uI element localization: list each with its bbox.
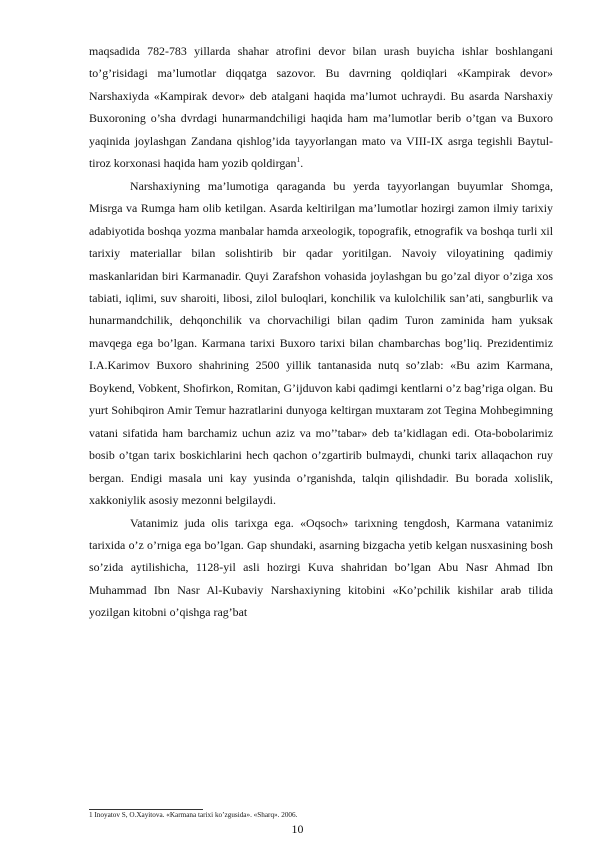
paragraph-2: Narshaxiyning ma’lumotiga qaraganda bu yerda tayyorlangan buyumlar Shomga, Misrga va Rumga ham olib ketilgan. Asarda keltirilgan ma’lumotlar hozirgi zamon ilmiy tarixiy adabiyotida boshqa yozma manbalar hamda arxeologik, topografik, etnografik va boshqa turli xil tarixiy materiallar bilan solishtirib bir qadar yoritilgan. Navoiy viloyatining qadimiy maskanlaridan biri Karmanadir. Quyi Zarafshon vohasida joylashgan bu go’zal diyor o’ziga xos tabiati, iqlimi, suv sharoiti, libosi, zilol buloqlari, konchilik va kulolchilik san’ati, sangburlik va hunarmandchilik, dehqonchilik va chorvachiligi bilan qadim Turon zaminida ham yuksak mavqega ega bo’lgan. Karmana tarixi Buxoro tarixi bilan chambarchas bog’liq. Prezidentimiz I.A.Karimov Buxoro shahrining 2500 yillik tantanasida nutq so’zlab: «Bu azim Karmana, Boykend, Vobkent, Shofirkon, Romitan, G’ijduvon kabi qadimgi kentlarni o’z bag’riga olgan. Bu yurt Sohibqiron Amir Temur hazratlarini dunyoga keltirgan muxtaram zot Tegina Mohbegimning vatani sifatida ham barchamiz uchun aziz va mo’’tabar» deb ta’kidlagan edi. Ota-bobolarimiz bosib o’tgan tarix boskichlarini hech qachon o’zgartirib bulmaydi, chunki tarix allaqachon ruy bergan. Endigi masala uni kay yusinda o’rganishda, talqin qilishdadir. Bu borada xolislik, xakkoniylik asosiy mezonni belgilaydi. bbox=[89, 178, 553, 508]
paragraph-1-tail: . bbox=[300, 156, 304, 171]
main-text bbox=[89, 40, 553, 624]
page-number: 10 bbox=[291, 822, 304, 836]
footnote: 1 Inoyatov S, O.Xayitova. «Karmana tarixi ko’zgusida». «Sharq». 2006. bbox=[89, 811, 298, 819]
paragraph-1-text: maqsadida 782-783 yillarda shahar atrofini devor bilan urash buyicha ishlar boshlangani to’g’risidagi ma’lumotlar diqqatga sazovor. Bu davrning qoldiqlari «Kampirak devor» Narshaxiyda «Kampirak devor» deb atalgani haqida ma’lumot uchraydi. Bu asarda Narshaxiy Buxoroning o’sha dvrdagi hunarmandchiligi haqida ham ma’lumotlar berib o’tgan va Buxoro yaqinida joylashgan Zandana qishlog’ida tayyorlangan mato va VIII-IX asrga tegishli Baytul-tiroz korxonasi haqida ham yozib qoldirgan bbox=[89, 44, 553, 171]
paragraph-3: Vatanimiz juda olis tarixga ega. «Oqsoch» tarixning tengdosh, Karmana vatanimiz tarixida o’z o’rniga ega bo’lgan. Gap shundaki, asarning bizgacha yetib kelgan nusxasining bosh so’zida aytilishicha, 1128-yil asli hozirgi Kuva shahridan bo’lgan Abu Nasr Ahmad Ibn Muhammad Ibn Nasr Al-Kubaviy Narshaxiyning kitobini «Ko’pchilik kishilar arab tilida yozilgan kitobni o’qishga rag’bat bbox=[89, 515, 553, 620]
footnote-reference[interactable]: 1 bbox=[296, 155, 301, 165]
paragraph-1 bbox=[89, 40, 553, 175]
